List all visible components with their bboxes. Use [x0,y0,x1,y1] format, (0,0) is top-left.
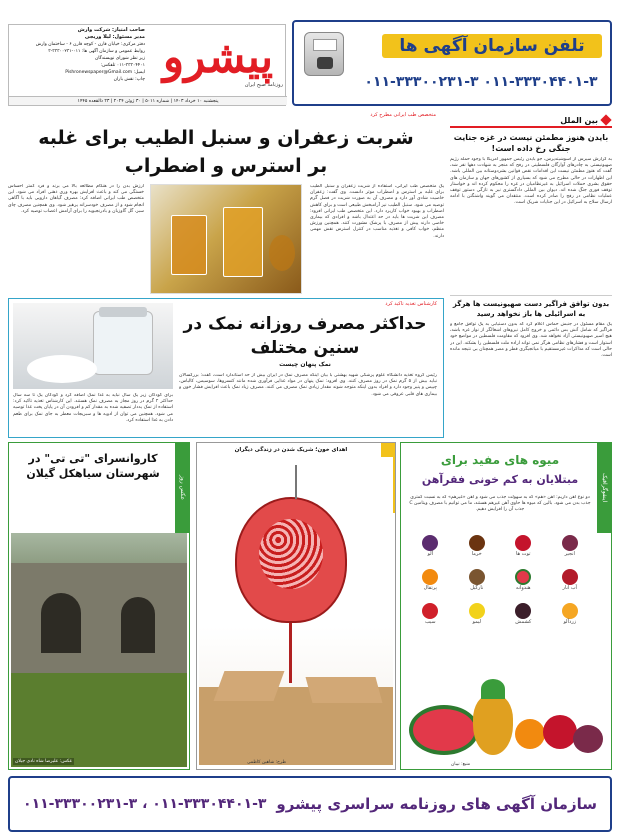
fruit-label: سیب [424,619,436,625]
pomegranate-icon [562,569,578,585]
fruit-item [454,603,501,637]
fruit-item [407,603,454,637]
article-2-kicker: کارشناس تغذیه تاکید کرد [385,301,437,307]
fruit-label: کشمش [515,619,532,625]
orange-icon [422,569,438,585]
coconut-icon [469,569,485,585]
fruit-box-title-2: مبتلایان به کم خونی فقرآهن [421,473,579,486]
fruit-label: آلو [427,551,433,557]
article-1-col-1: یک متخصص طب ایرانی، استفاده از شربت زعفران و سنبل الطیب برای غلبه بر استرس و اضطراب موثر دانست. وی گفت: زعفران خاصیت شادی آور دارد و مصرف آن به صورت شربت در فصل گرم توصیه می شود. سنبل الطیب نیز آرامبخش طبیعی است و برای کاهش اضطراب و بهبود خواب کاربرد دارد. این متخصص طب ایرانی افزود: مصرف این شربت ها باید در حد اعتدال باشد و افرادی که بیماری خاصی دارند پیش از مصرف با پزشک مشورت کنند. همچنین ورزش منظم، خواب کافی و تغذیه مناسب در کنترل استرس نقش مهمی دارند. [310,184,444,239]
photo-box-title: کاروانسرای "تی تی" در شهرستان سیاهکل گیلان [26,452,160,480]
diamond-icon [600,114,611,125]
raisin-icon [515,603,531,619]
salt-photo [13,303,173,389]
office: دفتر مرکزی: خیابان قارن - کوچه قارن ۶ - ساختمان وارش [35,42,145,47]
footer-ad-text: سازمان آگهی های روزنامه سراسری پیشرو [276,795,597,813]
section-title: بین الملل [560,115,598,125]
footer-ad [8,776,612,832]
fruit-pile-illustration [403,675,609,767]
berries-icon [515,535,531,551]
cartoon-box-credit: طرح: شاهین کاظمی [247,760,287,765]
apple-icon [422,603,438,619]
sidebar-headline-1: بایدن هنوز مطمئن نیست در غزه جنایت جنگی رخ داده است! [453,133,609,153]
pr-phone: روابط عمومی و سازمان آگهی ها: ۰۱۱-۳۳۳۰۰۲۳۱-۳ [48,49,145,54]
print-info: زیر نظر شورای نویسندگان [94,56,145,61]
cartoon-box [196,442,396,770]
blood-bag-cartoon [199,457,393,765]
footer-ad-phones: ۰۱۱-۳۳۳۰۰۲۳۱-۳ ، ۰۱۱-۳۳۳۰۴۴۰۱-۳ [23,796,267,812]
article-1-col-2: ارزش بدن را در هنگام مطالعه بالا می برند و فرد کمتر احساس خستگی می کند و باعث افزایش بهره وری ذهنی افراد می شود. این متخصص طب ایرانی اضافه کرد: مصرف گیاهان دارویی باید با آگاهی انجام شود و از مصرف خودسرانه پرهیز شود. وی همچنین مصرف چای سبز، گل گاوزبان و بادرنجبویه را برای آرامش اعصاب توصیه کرد. [8,184,144,214]
section-header [450,114,612,128]
fruit-item [547,535,594,569]
fruit-box-intro: دو نوع آهن داریم: آهن «هم» که به سهولت جذب می شود و آهن «غیرهم» که به نسبت کمتری جذب بدن می شود. بالین که میوه ها حاوی آهن غیرهم هستند، ما می توانیم با مصرف ویتامین C جذب آن را افزایش دهیم. [409,495,591,513]
masthead-title: پیشرو [162,32,274,83]
fruit-label: توت ها [516,551,531,557]
photo-box [8,442,190,770]
fig-icon [562,535,578,551]
email: Pishronewspaper@Gmail.com :ایمیل [65,70,145,75]
dateline: پنجشنبه ۱۰ خرداد ۱۴۰۳ | شماره ۵۰۱۱ | ۳۰ ژوئن ۲۰۲۴ | ۲۳ ذالقعده ۱۴۴۵ [9,96,287,105]
masthead-block [8,24,286,106]
tea-glasses-photo [150,184,302,294]
fruit-item [500,535,547,569]
ad-top-title: تلفن سازمان آگهی ها [382,34,602,58]
article-1 [8,112,444,296]
fruit-box [400,442,612,770]
article-2-subtitle: نمک پنهان چیست [279,361,331,368]
fruit-box-tag: اینفوگرافیک [597,443,611,533]
fruit-label: آب انار [562,585,577,591]
fruit-item [500,569,547,603]
fruit-box-title-1: میوه های مفید برای [440,453,560,467]
sidebar-headline-2: بدون توافق فراگیر دست صهیونیست ها هرگز به اسرائیلی ها باز نخواهد رسید [450,295,612,319]
article-2 [8,298,444,438]
article-2-col-1: رئیس گروه تغذیه دانشگاه علوم پزشکی شهید بهشتی با بیان اینکه مصرف نمک در ایران بیش از حد استاندارد است، گفت: بزرگسالان نباید بیش از ۵ گرم نمک در روز مصرف کنند. وی افزود: نمک پنهان در مواد غذایی فرآوری شده مانند کنسروها، سوسیس، کالباس، چیپس و پنیر وجود دارد و افراد بدون اینکه متوجه شوند مقدار زیادی نمک مصرف می کنند. مصرف زیاد نمک باعث افزایش فشار خون و بیماری های قلبی عروقی می شود. [179,373,437,397]
fruit-label: پرتقال [423,585,437,591]
cartoon-box-title: اهدای خون؛ شریک شدن در زندگی دیگران [234,447,348,453]
fruit-label: هندوانه [515,585,531,591]
caravanserai-photo [11,533,187,767]
article-2-title-2: سنین مختلف [250,338,360,358]
fruit-box-credit: منبع: نیبان [451,762,471,767]
fruit-item [500,603,547,637]
apricot-icon [562,603,578,619]
fruit-label: زردآلو [563,619,577,625]
fruit-item [407,569,454,603]
fruit-label: لیمو [472,619,482,625]
article-1-kicker: متخصص طب ایرانی مطرح کرد [370,112,436,118]
fruit-item [547,569,594,603]
article-1-title-2: بر استرس و اضطراب [124,155,328,177]
photo-box-credit: عکس: علیرضا شاه نادی جیلان [15,759,73,764]
photo-box-tag: عکس روز [175,443,189,533]
fruit-item [454,569,501,603]
article-2-title-1: حداکثر مصرف روزانه نمک در [183,314,427,334]
fax: ۰۱۱-۳۳۳۰۴۴۰۱ تلفکس: [100,63,145,68]
sidebar-body-2: یک مقام مسئول در جنبش حماس اعلام کرد که بدون دستیابی به یک توافق جامع و فراگیر که شامل آتش بس دائمی و خروج کامل نیروهای اشغالگر از نوار غزه باشد، هیچ اسیر صهیونیستی آزاد نخواهد شد. وی افزود که مقاومت فلسطین در مواضع خود استوار است و فشارهای نظامی هرگز نمی تواند اراده ملت فلسطین را بشکند. این در حالی است که مذاکرات غیرمستقیم با میانجیگری قطر و مصر همچنان بی نتیجه مانده است. [450,322,612,359]
masthead-logo [153,29,283,93]
fruit-label: انجیر [564,551,575,557]
fruit-item [547,603,594,637]
article-2-col-2: برای کودکان زیر یک سال نباید به غذا نمک اضافه کرد و کودکان یک تا سه سال حداکثر ۲ گرم در روز مجاز به مصرف نمک هستند. این کارشناس تغذیه تاکید کرد: استفاده از نمک یددار تصفیه شده به مقدار کم و افزودن آن در پایان پخت غذا توصیه می شود. همچنین می توان از ادویه ها و سبزیجات معطر به جای نمک برای طعم دادن به غذا استفاده کرد. [13,393,173,423]
fax-machine-icon [304,32,344,76]
printing: چاپ: نقش باران [113,77,145,82]
article-1-title-1: شربت زعفران و سنبل الطیب برای غلبه [38,127,414,149]
sidebar-body-1: به گزارش سیرس از آسوشیتدپرس، جو بایدن رئیس جمهور آمریکا با وجود حمله رژیم صهیونیستی به چادرهای آوارگان فلسطینی در رفح که منجر به شهادت دهها نفر شد، گفت که هنوز مطمئن نیست این اقدامات نقض قوانین بشردوستانه بین المللی باشد. این اظهارات در حالی مطرح می شود که بسیاری از کشورهای جهان و سازمان های حقوق بشری حملات اسرائیل به غیرنظامیان در غزه را محکوم کرده اند و خواستار توقف فوری جنگ شده اند. دیوان بین المللی دادگستری نیز به تازگی دستور توقف عملیات نظامی در رفح را صادر کرده است. منتقدان می گویند واشنگتن با ادامه ارسال سلاح به اسرائیل در این جنایات شریک است. [450,157,612,206]
sidebar [450,114,612,434]
dates-icon [469,535,485,551]
publisher: صاحب امتیاز: شرکت وارش [77,27,145,33]
masthead-subtitle: روزنامه صبح ایران [244,82,283,88]
manager: مدیر مسئول: لیلا وریجی [84,34,145,40]
plum-icon [422,535,438,551]
publisher-info [9,25,147,107]
watermelon-icon [515,569,531,585]
lemon-icon [469,603,485,619]
fruit-grid [407,535,593,671]
ad-top [292,20,612,106]
ad-top-phones: ۰۱۱-۳۳۳۰۰۲۳۱-۳ ۰۱۱-۳۳۳۰۴۴۰۱-۳ [364,74,598,90]
fruit-label: نارگیل [470,585,484,591]
fruit-item [454,535,501,569]
fruit-item [407,535,454,569]
fruit-label: خرما [471,551,482,557]
